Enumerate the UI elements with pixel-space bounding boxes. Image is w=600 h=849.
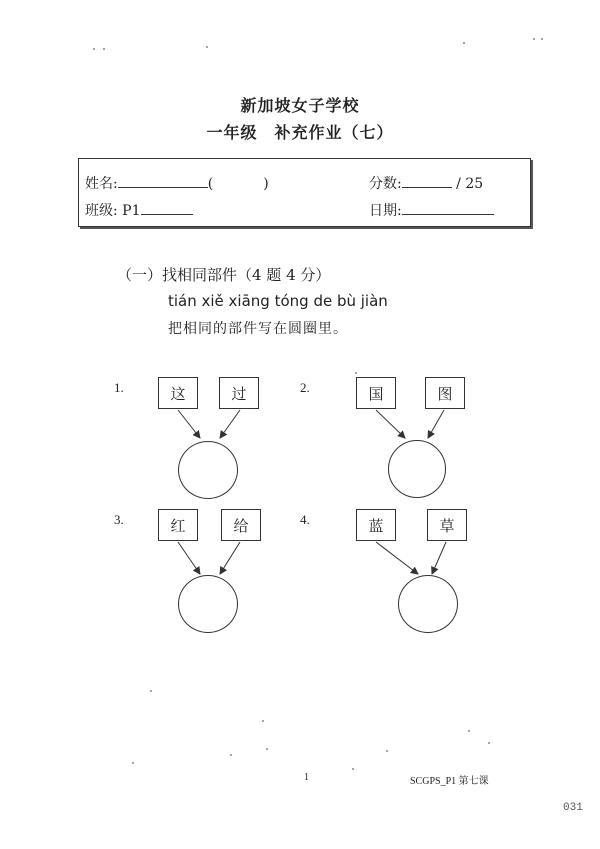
school-name: 新加坡女子学校 — [240, 96, 360, 115]
name-label: 姓名: — [85, 176, 118, 192]
score-label: 分数: — [369, 176, 402, 192]
character-box: 图 — [425, 377, 465, 409]
character-box: 给 — [221, 509, 261, 541]
answer-circle[interactable] — [178, 575, 238, 633]
character-box: 这 — [158, 377, 198, 409]
paren-open: ( — [207, 176, 214, 192]
scan-speck — [386, 750, 388, 752]
scan-speck — [262, 720, 264, 722]
date-label: 日期: — [369, 203, 402, 219]
answer-circle[interactable] — [178, 441, 238, 499]
instruction-text: 把相同的部件写在圆圈里。 — [168, 321, 348, 337]
answer-circle[interactable] — [388, 440, 446, 498]
scan-speck — [355, 372, 357, 374]
scan-speck — [463, 42, 465, 44]
arrow-q4-left — [376, 542, 418, 574]
arrow-q3-left — [178, 542, 200, 574]
scan-speck — [533, 38, 535, 40]
scan-speck — [488, 742, 490, 744]
character-box: 过 — [219, 377, 259, 409]
scan-speck — [93, 48, 95, 50]
pinyin-line: tián xiě xiāng tóng de bù jiàn — [168, 292, 388, 310]
scan-speck — [206, 46, 208, 48]
character-box: 红 — [158, 509, 198, 541]
scan-speck — [541, 38, 543, 40]
page-number: 1 — [304, 772, 309, 783]
section-heading: （一）找相同部件（4 题 4 分） — [117, 266, 331, 284]
scan-speck — [352, 768, 354, 770]
class-label: 班级: P1 — [85, 203, 141, 219]
arrow-q3-right — [220, 542, 240, 574]
corner-page-code: 031 — [563, 802, 583, 814]
paren-close: ) — [263, 176, 269, 192]
worksheet-code: SCGPS_P1 第七课 — [410, 776, 489, 787]
score-total: / 25 — [456, 176, 484, 192]
answer-circle[interactable] — [398, 575, 458, 633]
scan-speck — [132, 762, 134, 764]
scan-speck — [150, 690, 152, 692]
scan-speck — [103, 48, 105, 50]
question-number: 4. — [300, 512, 310, 527]
character-box: 草 — [427, 509, 467, 541]
character-box: 国 — [356, 377, 396, 409]
scan-speck — [266, 748, 268, 750]
worksheet-title: 一年级 补充作业（七） — [206, 123, 394, 142]
question-number: 1. — [114, 380, 124, 395]
arrow-q1-left — [178, 410, 200, 438]
arrow-q2-left — [376, 410, 405, 438]
scan-speck — [468, 730, 470, 732]
arrow-q1-right — [220, 410, 240, 438]
question-number: 2. — [300, 380, 310, 395]
character-box: 蓝 — [356, 509, 396, 541]
arrow-q4-right — [432, 542, 446, 574]
arrow-q2-right — [428, 410, 444, 438]
question-number: 3. — [114, 512, 124, 527]
scan-speck — [230, 754, 232, 756]
